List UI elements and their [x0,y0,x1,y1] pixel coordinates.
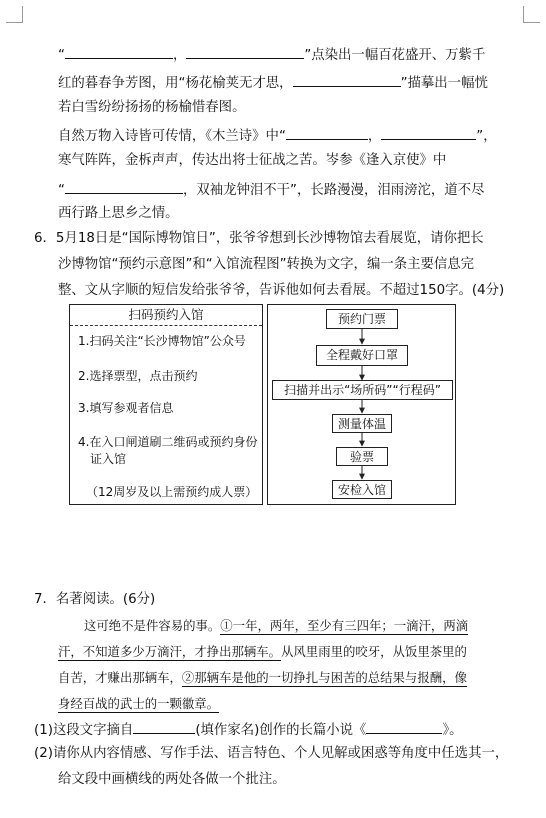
q7-passage-line-2: 汗，不知道多少万滴汗，才挣出那辆车。从风里雨里的咬牙，从饭里茶里的 [58,644,467,659]
flowchart-arrows [268,305,457,506]
reservation-step: 1.扫码关注“长沙博物馆”公众号 [78,334,246,348]
q7-heading: 7．名著阅读。(6分) [34,592,156,607]
q5-line-7: 西行路上思乡之情。 [58,206,179,221]
q6-prompt-line-2: 沙博物馆“预约示意图”和“入馆流程图”转换为文字，编一条主要信息完 [58,257,475,272]
q7-passage-line-3: 自苦，才赚出那辆车，②那辆车是他的一切挣扎与困苦的总结果与报酬，像 [58,670,467,685]
q5-line-2: 红的暮春争芳图，用“杨花榆荚无才思， ”描摹出一幅恍 [58,71,488,94]
flow-step-mask: 全程戴好口罩 [316,345,408,366]
q7-subquestion-1: (1)这段文字摘自 (填作家名)创作的长篇小说《 》。 [34,718,463,741]
crop-mark-top-left [6,6,23,23]
q7-subquestion-2-line-2: 给文段中画横线的两处各做一个批注。 [58,772,286,787]
reservation-step: 4.在入口闸道刷二维码或预约身份 [78,435,258,449]
q7-passage-line-4: 身经百战的武士的一颗徽章。 [58,696,220,711]
answer-blank[interactable] [381,124,476,140]
q5-line-5: 寒气阵阵，金柝声声，传达出将士征战之苦。岑参《逢入京使》中 [58,153,447,168]
answer-blank[interactable] [366,718,442,734]
q5-line-6: “ ，双袖龙钟泪不干”，长路漫漫，泪雨滂沱，道不尽 [58,178,484,201]
q6-prompt-line-1: 6．5月18日是“国际博物馆日”，张爷爷想到长沙博物馆去看展览，请你把长 [34,231,484,246]
answer-blank[interactable] [65,178,183,194]
flow-step-security: 安检入馆 [332,480,392,499]
q6-prompt-line-3: 整、文从字顺的短信发给张爷爷，告诉他如何去看展。不超过150字。(4分) [58,283,505,298]
q5-line-4: 自然万物入诗皆可传情，《木兰诗》中“ ， ”， [58,124,497,147]
q7-passage-line-1: 这可绝不是件容易的事。①一年，两年，至少有三四年；一滴汗，两滴 [84,618,469,633]
crop-mark-top-right [523,6,540,23]
flow-step-temperature: 测量体温 [332,414,392,433]
reservation-diagram-box [69,304,263,505]
reservation-step: 证入馆 [90,452,127,466]
reservation-step: 3.填写参观者信息 [78,401,174,415]
answer-blank[interactable] [65,43,173,59]
answer-blank[interactable] [293,71,401,87]
answer-blank[interactable] [286,124,368,140]
reservation-note: （12周岁及以上需预约成人票） [86,485,258,499]
entry-flowchart-box [267,304,456,505]
q7-subquestion-2-line-1: (2)请你从内容情感、写作手法、语言特色、个人见解或困惑等角度中任选其一， [34,746,509,761]
answer-blank[interactable] [133,718,195,734]
reservation-step: 2.选择票型，点击预约 [78,369,198,383]
q5-line-1: “ ， ”点染出一幅百花盛开、万紫千 [58,43,485,66]
answer-blank[interactable] [186,43,304,59]
reservation-diagram-title: 扫码预约入馆 [70,305,262,326]
flow-step-reserve: 预约门票 [326,309,398,329]
flow-step-ticket-check: 验票 [336,447,388,466]
q5-line-3: 若白雪纷纷扬扬的杨榆惜春图。 [58,100,246,115]
flow-step-scan-codes: 扫描并出示“场所码”“行程码” [272,380,453,400]
